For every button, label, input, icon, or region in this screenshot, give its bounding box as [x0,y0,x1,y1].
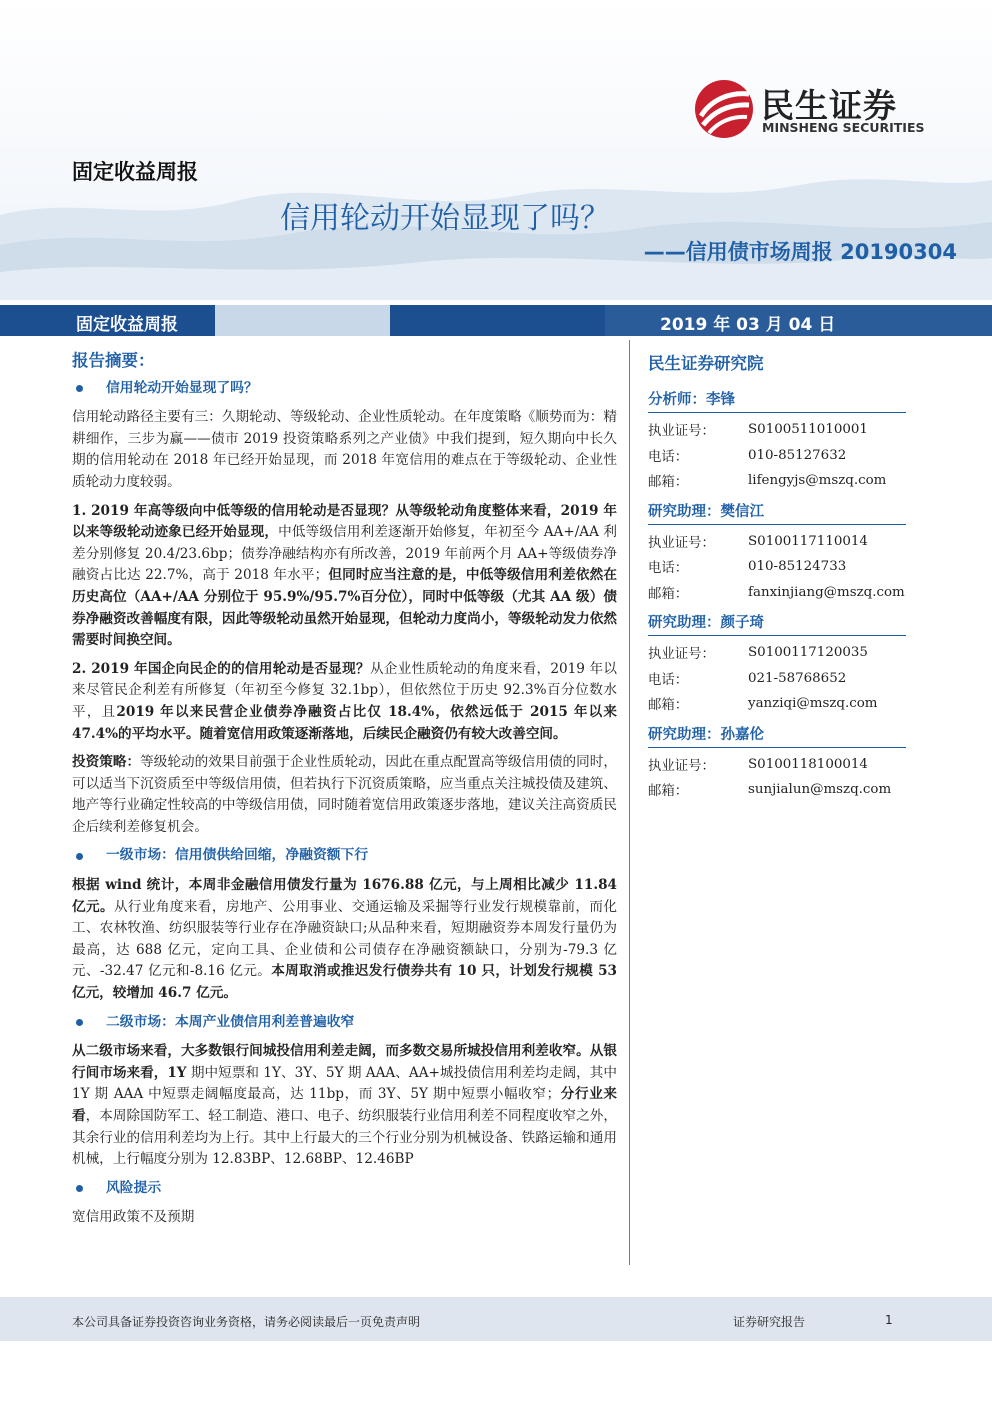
field-value: S0100117110014 [748,533,868,549]
paragraph [72,407,617,493]
field-value: S0100118100014 [748,756,868,772]
section-bullet [72,845,617,867]
analyst-field [648,666,913,692]
bold-text: 本周取消或推迟发行债券共有 10 只，计划发行规模 53 亿元，较增加 46.7 亿元。 [72,963,618,1002]
bullet-dot-icon [76,1185,83,1192]
bold-text: 投资策略： [72,754,141,771]
report-title: 信用轮动开始显现了吗？ [280,201,610,236]
body-text: 宽信用政策不及预期 [72,1209,195,1226]
bold-text: 根据 wind 统计，本周非金融信用债发行量为 1676.88 亿元，与上周相比减少 11.84 亿元。 [72,877,617,915]
bold-text: 2019 年以来民营企业债券净融资占比仅 18.4%，依然远低于 2015 年以来 47.4%的平均水平。随着宽信用政策逐渐落地，后续民企融资仍有较大改善空间。 [72,703,618,742]
body-text: 等级轮动的效果目前强于企业性质轮动，因此在重点配置高等级信用债的同时，可以适当下沉资质至中等级信用债，但若执行下沉资质策略，应当重点关注城投债及建筑、地产等行业确定性较高的中等级信用债，同时随着宽信用政策逐步落地，建议关注高资质民企后续利差修复机会。 [72,754,618,835]
section-bullet [72,1012,617,1034]
section-bullet [72,378,617,400]
field-label: 执业证号： [648,647,715,663]
analyst-field [648,529,913,555]
bullet-dot-icon [76,385,83,392]
section-heading: 信用轮动开始显现了吗？ [106,379,258,396]
bullet-dot-icon [76,853,83,860]
bold-text: 分行业来看 [72,1086,617,1124]
body-text: 从行业角度来看，房地产、公用事业、交通运输及采掘等行业发行规模靠前，而化工、农林牧渔、纺织服装等行业存在净融资缺口;从品种来看，短期融资券本周发行量仍为最高，达 688 亿元，定向工具、企业债和公司债存在净融资额缺口，分别为-79.3 亿元、-32.47 亿元和-8.16 亿元。 [72,898,617,980]
bold-text: 但同时应当注意的是，中低等级信用利差依然在历史高位（AA+/AA 分别位于 95.9%/95.7%百分位），同时中低等级（尤其 AA 级）债券净融资改善幅度有限，因此等级轮动虽然开始显现，但轮动力度尚小，等级轮动发力依然需要时间换空间。 [72,567,618,649]
paragraph [72,1041,617,1171]
body-text: 从企业性质轮动的角度来看，2019 年以来尽管民企利差有所修复（年初至今修复 32.1bp），但依然位于历史 92.3%百分位数水平，且 [72,660,617,720]
section-heading: 二级市场：本周产业债信用利差普遍收窄 [106,1013,355,1030]
section-bar-stripe [215,305,390,336]
field-value: S0100511010001 [748,422,868,438]
abstract-heading: 报告摘要： [72,351,155,370]
analyst-field [648,417,913,443]
field-label: 执业证号： [648,758,715,774]
analyst-field [648,468,913,494]
report-series: 固定收益周报 [72,159,198,184]
brand-name-en: MINSHENG SECURITIES [762,120,925,135]
analyst-field [648,777,913,803]
field-label: 邮箱： [648,586,689,602]
column-divider [629,340,630,1265]
field-label: 执业证号： [648,535,715,551]
paragraph [72,501,617,652]
paragraph [72,875,617,1005]
field-value: lifengyjs@mszq.com [748,473,887,489]
brand-logo [693,78,953,138]
field-value: 010-85127632 [748,447,847,463]
analyst-role: 分析师：李锋 [648,388,906,413]
analyst-field [648,752,913,778]
body-text: 中低等级信用利差逐渐开始修复，年初至今 AA+/AA 利差分别修复 20.4/23.6bp；债券净融结构亦有所改善，2019 年前两个月 AA+等级债券净融资占比达 22.7%，高于 2018 年水平； [72,524,618,584]
field-value: sunjialun@mszq.com [748,782,892,798]
bold-text: 从二级市场来看，大多数银行间城投信用利差走阔，而多数交易所城投信用利差收窄。从银行间市场来看，1Y [72,1043,617,1081]
analyst-role: 研究助理：颜子琦 [648,611,906,636]
footer-doc-type: 证券研究报告 [733,1315,806,1329]
analyst-field [648,580,913,606]
section-bar-label: 固定收益周报 [76,315,178,335]
field-label: 电话： [648,449,689,465]
field-value: 010-85124733 [748,559,847,575]
report-subtitle: ——信用债市场周报 20190304 [643,240,957,264]
analyst-sidebar [648,350,913,809]
minsheng-logo-icon [693,78,755,140]
field-label: 邮箱： [648,784,689,800]
field-label: 执业证号： [648,424,715,440]
body-text: ，本周除国防军工、轻工制造、港口、电子、纺织服装行业信用利差不同程度收窄之外，其余行业的信用利差均为上行。其中上行最大的三个行业分别为机械设备、铁路运输和通用机械，上行幅度分别为 12.83BP、12.68BP、12.46BP [72,1108,618,1168]
analyst-field [648,443,913,469]
field-label: 电话： [648,672,689,688]
paragraph [72,659,617,745]
analyst-field [648,691,913,717]
field-label: 邮箱： [648,698,689,714]
institute-name: 民生证券研究院 [648,354,764,373]
bold-text: 1. 2019 年高等级向中低等级的信用轮动是否显现？从等级轮动角度整体来看，2019 年以来等级轮动迹象已经开始显现， [72,502,617,541]
bold-text: 2. 2019 年国企向民企的的信用轮动是否显现？ [72,660,370,677]
section-heading: 风险提示 [106,1179,162,1196]
abstract-column [72,350,617,1236]
paragraph [72,752,617,838]
report-date: 2019 年 03 月 04 日 [660,315,836,335]
analyst-field [648,554,913,580]
analyst-role: 研究助理：孙嘉伦 [648,723,906,748]
page-number: 1 [885,1313,893,1327]
footer-disclaimer: 本公司具备证券投资咨询业务资格，请务必阅读最后一页免责声明 [72,1315,421,1329]
section-bullet [72,1178,617,1200]
body-text: 信用轮动路径主要有三：久期轮动、等级轮动、企业性质轮动。在年度策略《顺势而为：精耕细作，三步为赢——债市 2019 投资策略系列之产业债》中我们提到，短久期向中长久期的信用轮动在 2018 年已经开始显现，而 2018 年宽信用的难点在于等级轮动、企业性质轮动力度较弱。 [72,409,617,490]
analyst-role: 研究助理：樊信江 [648,500,906,525]
brand-name-cn: 民生证券 [761,86,897,125]
field-value: fanxinjiang@mszq.com [748,584,905,600]
field-value: yanziqi@mszq.com [748,696,878,712]
section-heading: 一级市场：信用债供给回缩，净融资额下行 [106,847,369,864]
field-value: 021-58768652 [748,670,847,686]
field-value: S0100117120035 [748,645,868,661]
analyst-field [648,640,913,666]
field-label: 邮箱： [648,475,689,491]
field-label: 电话： [648,561,689,577]
paragraph [72,1207,617,1229]
bullet-dot-icon [76,1019,83,1026]
body-text: 期中短票和 1Y、3Y、5Y 期 AAA、AA+城投债信用利差均走阔，其中 1Y 期 AAA 中短票走阔幅度最高，达 11bp，而 3Y、5Y 期中短票小幅收窄； [72,1064,617,1103]
